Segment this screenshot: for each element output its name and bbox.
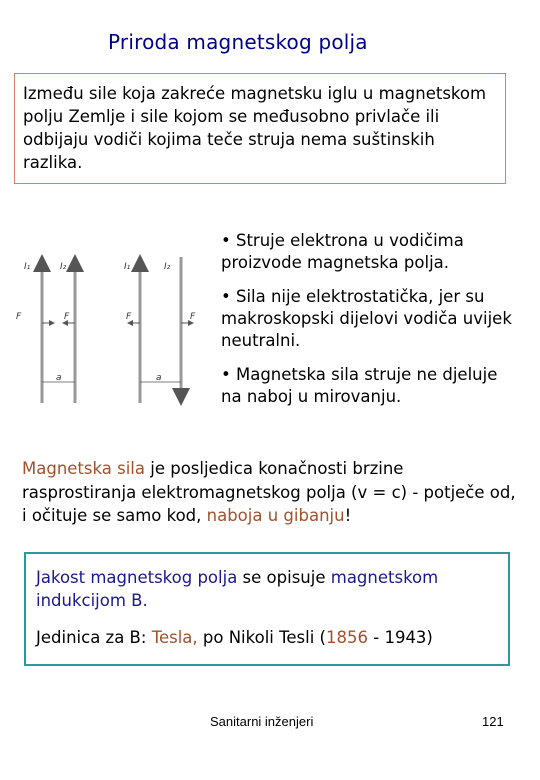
definition-text: se opisuje (237, 568, 331, 587)
label-f-right-2: F (190, 312, 196, 322)
highlight-year: 1856 (326, 628, 368, 647)
unit-box (24, 552, 510, 666)
footer-label: Sanitarni inženjeri (210, 714, 314, 729)
page-number: 121 (482, 714, 504, 729)
unit-line (36, 626, 498, 649)
main-paragraph (22, 457, 522, 528)
label-i2-right: I₂ (164, 262, 171, 272)
highlight-magnetic-force: Magnetska sila (22, 459, 145, 478)
label-i2-left: I₂ (60, 262, 67, 272)
label-a-right: a (156, 373, 162, 383)
definition-line (36, 566, 498, 612)
unit-prefix: Jedinica za B: (36, 628, 152, 647)
highlight-moving-charge: naboja u gibanju (206, 506, 345, 525)
bullet-item: • Sila nije elektrostatička, jer su makroskopski dijelovi vodiča uvijek neutralni. (221, 287, 512, 350)
intro-box: Između sile koja zakreće magnetsku iglu u magnetskom polju Zemlje i sile kojom se međusobno privlače ili odbijaju vodiči kojima teče struja nema suštinskih razlika. (14, 73, 506, 184)
label-f-right-1: F (126, 312, 132, 322)
label-f-left-1: F (16, 312, 22, 322)
bullet-item: • Magnetska sila struje ne djeluje na naboj u mirovanju. (221, 365, 498, 406)
label-f-left-2: F (64, 312, 70, 322)
page-title: Priroda magnetskog polja (108, 30, 368, 54)
highlight-tesla: Tesla, (151, 628, 198, 647)
highlight-induction: magnetskom indukcijom B. (36, 568, 439, 610)
label-a-left: a (56, 373, 62, 383)
highlight-field-strength: Jakost magnetskog polja (36, 568, 238, 587)
paragraph-end: ! (344, 506, 352, 525)
label-i1-right: I₁ (124, 262, 131, 272)
paragraph-text: je posljedica konačnosti brzine rasprostiranja elektromagnetskog polja (v = c) - potječe od, i očituje se samo kod, (22, 459, 516, 525)
label-i1-left: I₁ (24, 262, 31, 272)
unit-end: - 1943) (368, 628, 433, 647)
unit-middle: po Nikoli Tesli ( (197, 628, 326, 647)
bullet-item: • Struje elektrona u vodičima proizvode magnetska polja. (221, 231, 464, 272)
parallel-wires-figure (16, 255, 210, 405)
bullet-list (221, 230, 521, 420)
